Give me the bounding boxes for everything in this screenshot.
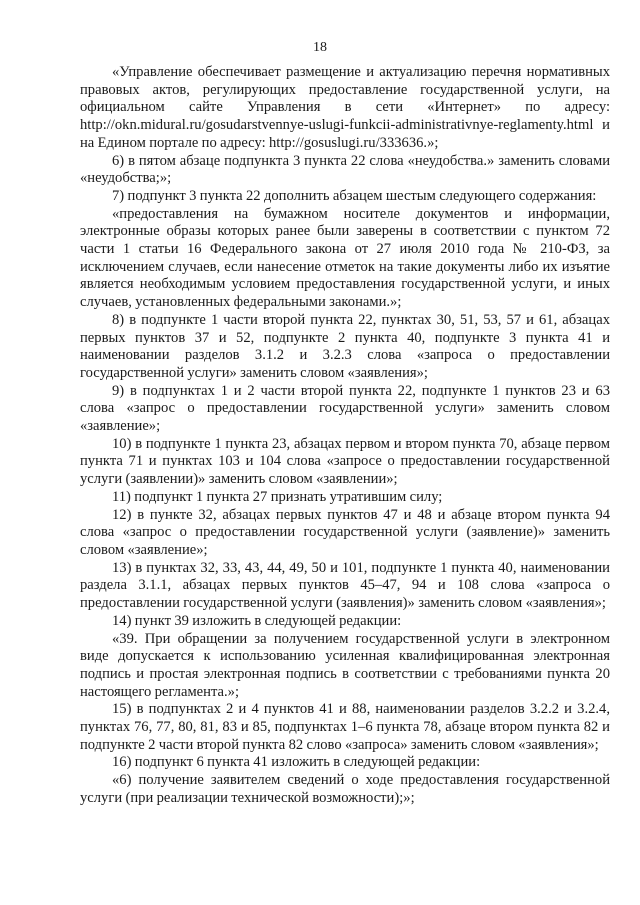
paragraph-item-12: 12) в пункте 32, абзацах первых пунктов 47 и 48 и абзаце втором пункта 94 слова «запрос о предоставлении государственной услуги (заявление)» заменить словом «заявление»; [80, 506, 610, 558]
paragraph-item-9: 9) в подпунктах 1 и 2 части второй пункта 22, подпункте 1 пунктов 23 и 63 слова «запрос о предоставлении государственной услуги» заменить словом «заявление»; [80, 382, 610, 435]
paragraph-item-10: 10) в подпункте 1 пункта 23, абзацах первом и втором пункта 70, абзаце первом пункта 71 и пунктах 103 и 104 слова «запросе о предоставлении государственной услуги (заявлении)» заменить словом «заявлении»; [80, 435, 610, 488]
paragraph-item-8: 8) в подпункте 1 части второй пункта 22, пунктах 30, 51, 53, 57 и 61, абзацах первых пунктов 37 и 52, подпункте 2 пункта 40, подпункте 3 пункта 41 и наименовании разделов 3.1.2 и 3.2.3 слова «запроса о предоставлении государственной услуги» заменить словом «заявления»; [80, 311, 610, 381]
paragraph-item-13: 13) в пунктах 32, 33, 43, 44, 49, 50 и 101, подпункте 1 пункта 40, наименовании раздела 3.1.1, абзацах первых пунктов 45–47, 94 и 108 слова «запроса о предоставлении государственной услуги (заявления)» заменить словом «заявления»; [80, 559, 610, 612]
document-body [80, 64, 610, 808]
paragraph-item-14: 14) пункт 39 изложить в следующей редакции: [112, 612, 402, 629]
paragraph-quote-subitem-6: «6) получение заявителем сведений о ходе предоставления государственной услуги (при реализации технической возможности);»; [80, 772, 610, 806]
paragraph-item-6: 6) в пятом абзаце подпункта 3 пункта 22 слова «неудобства.» заменить словами «неудобства;»; [80, 152, 610, 187]
paragraph-item-7: 7) подпункт 3 пункта 22 дополнить абзацем шестым следующего содержания: [112, 187, 597, 204]
page-number: 18 [313, 40, 327, 55]
paragraph-item-16: 16) подпункт 6 пункта 41 изложить в следующей редакции: [112, 754, 481, 771]
paragraph-item-11: 11) подпункт 1 пункта 27 признать утратившим силу; [112, 488, 443, 505]
paragraph-item-15: 15) в подпунктах 2 и 4 пунктов 41 и 88, наименовании разделов 3.2.2 и 3.2.4, пунктах 76, 77, 80, 81, 83 и 85, подпунктах 1–6 пункта 78, абзаце втором пункта 82 и подпункте 2 части второй пункта 82 слово «запроса» заменить словом «заявления»; [80, 701, 610, 753]
paragraph-quote-item-39: «39. При обращении за получением государственной услуги в электронном виде допускается к использованию усиленная квалифицированная электронная подпись и простая электронная подпись в соответствии с требованиями пункта 20 настоящего регламента.»; [80, 630, 610, 700]
paragraph-quote-management-intro: «Управление обеспечивает размещение и актуализацию перечня нормативных правовых актов, регулирующих предоставление государственной услуги, на официальном сайте Управления в сети «Интернет» по адресу: http://okn.midural.ru/gosudarstvennye-uslugi-funkcii-administrativnye-reglamenty.html и на Едином портале по адресу: http://gosuslugi.ru/333636.»; [80, 64, 610, 151]
paragraph-quote-provision: «предоставления на бумажном носителе документов и информации, электронные образы которых ранее были заверены в соответствии с пунктом 72 части 1 статьи 16 Федерального закона от 27 июля 2010 года № 210-ФЗ, за исключением случаев, если нанесение отметок на такие документы либо их изъятие является необходимым условием предоставления государственной услуги, и иных случаев, установленных федеральными законами.»; [80, 205, 610, 311]
